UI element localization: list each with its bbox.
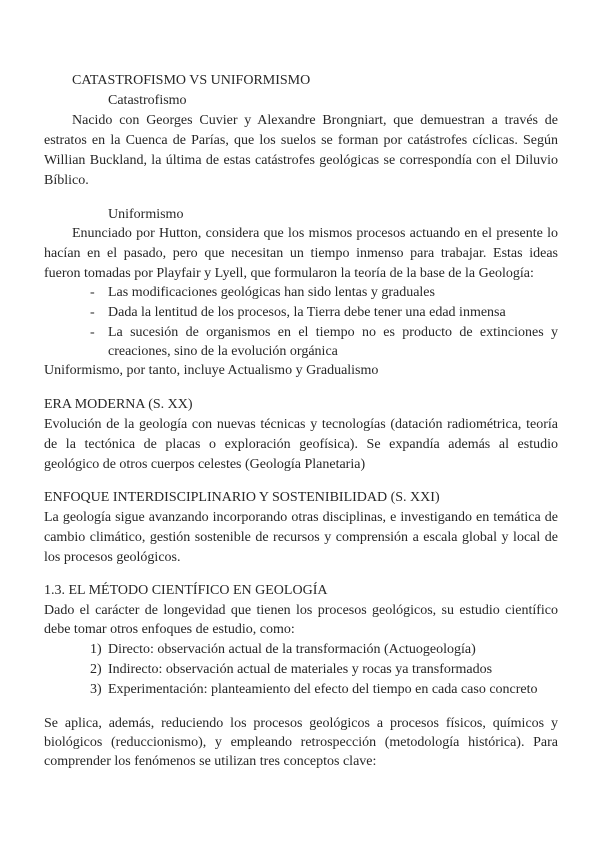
paragraph-line: Se aplica, además, reduciendo los procesos geológicos a procesos físicos, químicos y [44,716,558,731]
list-item: Directo: observación actual de la transformación (Actuogeología) [108,642,476,657]
bullet-item: Dada la lentitud de los procesos, la Tierra debe tener una edad inmensa [108,305,506,320]
section-heading-metodo-cientifico: 1.3. EL MÉTODO CIENTÍFICO EN GEOLOGÍA [44,583,328,598]
subheading-catastrofismo: Catastrofismo [108,93,187,108]
bullet-dash: - [90,325,95,340]
paragraph-line: fueron tomadas por Playfair y Lyell, que formularon la teoría de la base de la Geología: [44,266,534,281]
paragraph-line: hacían en el pasado, pero que necesitan un tiempo inmenso para trabajar. Estas ideas [44,246,558,261]
paragraph-line: debe tomar otros enfoques de estudio, como: [44,622,295,637]
paragraph-line: estratos en la Cuenca de Parías, que los suelos se forman por catástrofes cíclicas. Según [44,133,558,148]
paragraph-line: geológico de otros cuerpos celestes (Geología Planetaria) [44,457,366,472]
bullet-item-continuation: creaciones, sino de la evolución orgánica [108,344,338,359]
paragraph-line: biológicos (reduccionismo), y empleando retrospección (metodología histórica). Para [44,735,558,750]
paragraph-line: Willian Buckland, la última de estas catástrofes geológicas se correspondía con el Diluvio [44,153,558,168]
paragraph-line: La geología sigue avanzando incorporando otras disciplinas, e investigando en temática de [44,510,558,525]
paragraph-line: Bíblico. [44,173,89,188]
section-heading-era-moderna: ERA MODERNA (S. XX) [44,397,193,412]
paragraph-line: Dado el carácter de longevidad que tienen los procesos geológicos, su estudio científico [44,603,558,618]
paragraph-line: cambio climático, gestión sostenible de recursos y comprensión a escala global y local de [44,530,558,545]
bullet-item: Las modificaciones geológicas han sido lentas y graduales [108,285,435,300]
paragraph-line: los procesos geológicos. [44,550,181,565]
section-heading-catastrofismo-uniformismo: CATASTROFISMO VS UNIFORMISMO [72,73,311,88]
paragraph-line: Nacido con Georges Cuvier y Alexandre Brongniart, que demuestran a través de [72,113,558,128]
bullet-item: La sucesión de organismos en el tiempo no es producto de extinciones y [108,325,558,340]
paragraph-line: comprender los fenómenos se utilizan tres conceptos clave: [44,754,377,769]
paragraph-line: Enunciado por Hutton, considera que los mismos procesos actuando en el presente lo [72,226,558,241]
bullet-dash: - [90,305,95,320]
subheading-uniformismo: Uniformismo [108,207,184,222]
list-item: Experimentación: planteamiento del efecto del tiempo en cada caso concreto [108,682,538,697]
list-item: Indirecto: observación actual de materiales y rocas ya transformados [108,662,493,677]
paragraph-line: de la tectónica de placas o exploración geofísica). Se expandía además al estudio [44,437,558,452]
list-number: 2) [90,662,102,677]
conclusion-text: Uniformismo, por tanto, incluye Actualismo y Gradualismo [44,363,379,378]
bullet-dash: - [90,285,95,300]
paragraph-line: Evolución de la geología con nuevas técnicas y tecnologías (datación radiométrica, teoría [44,417,558,432]
list-number: 1) [90,642,102,657]
section-heading-enfoque-interdisciplinario: ENFOQUE INTERDISCIPLINARIO Y SOSTENIBILIDAD (S. XXI) [44,490,440,505]
list-number: 3) [90,682,102,697]
